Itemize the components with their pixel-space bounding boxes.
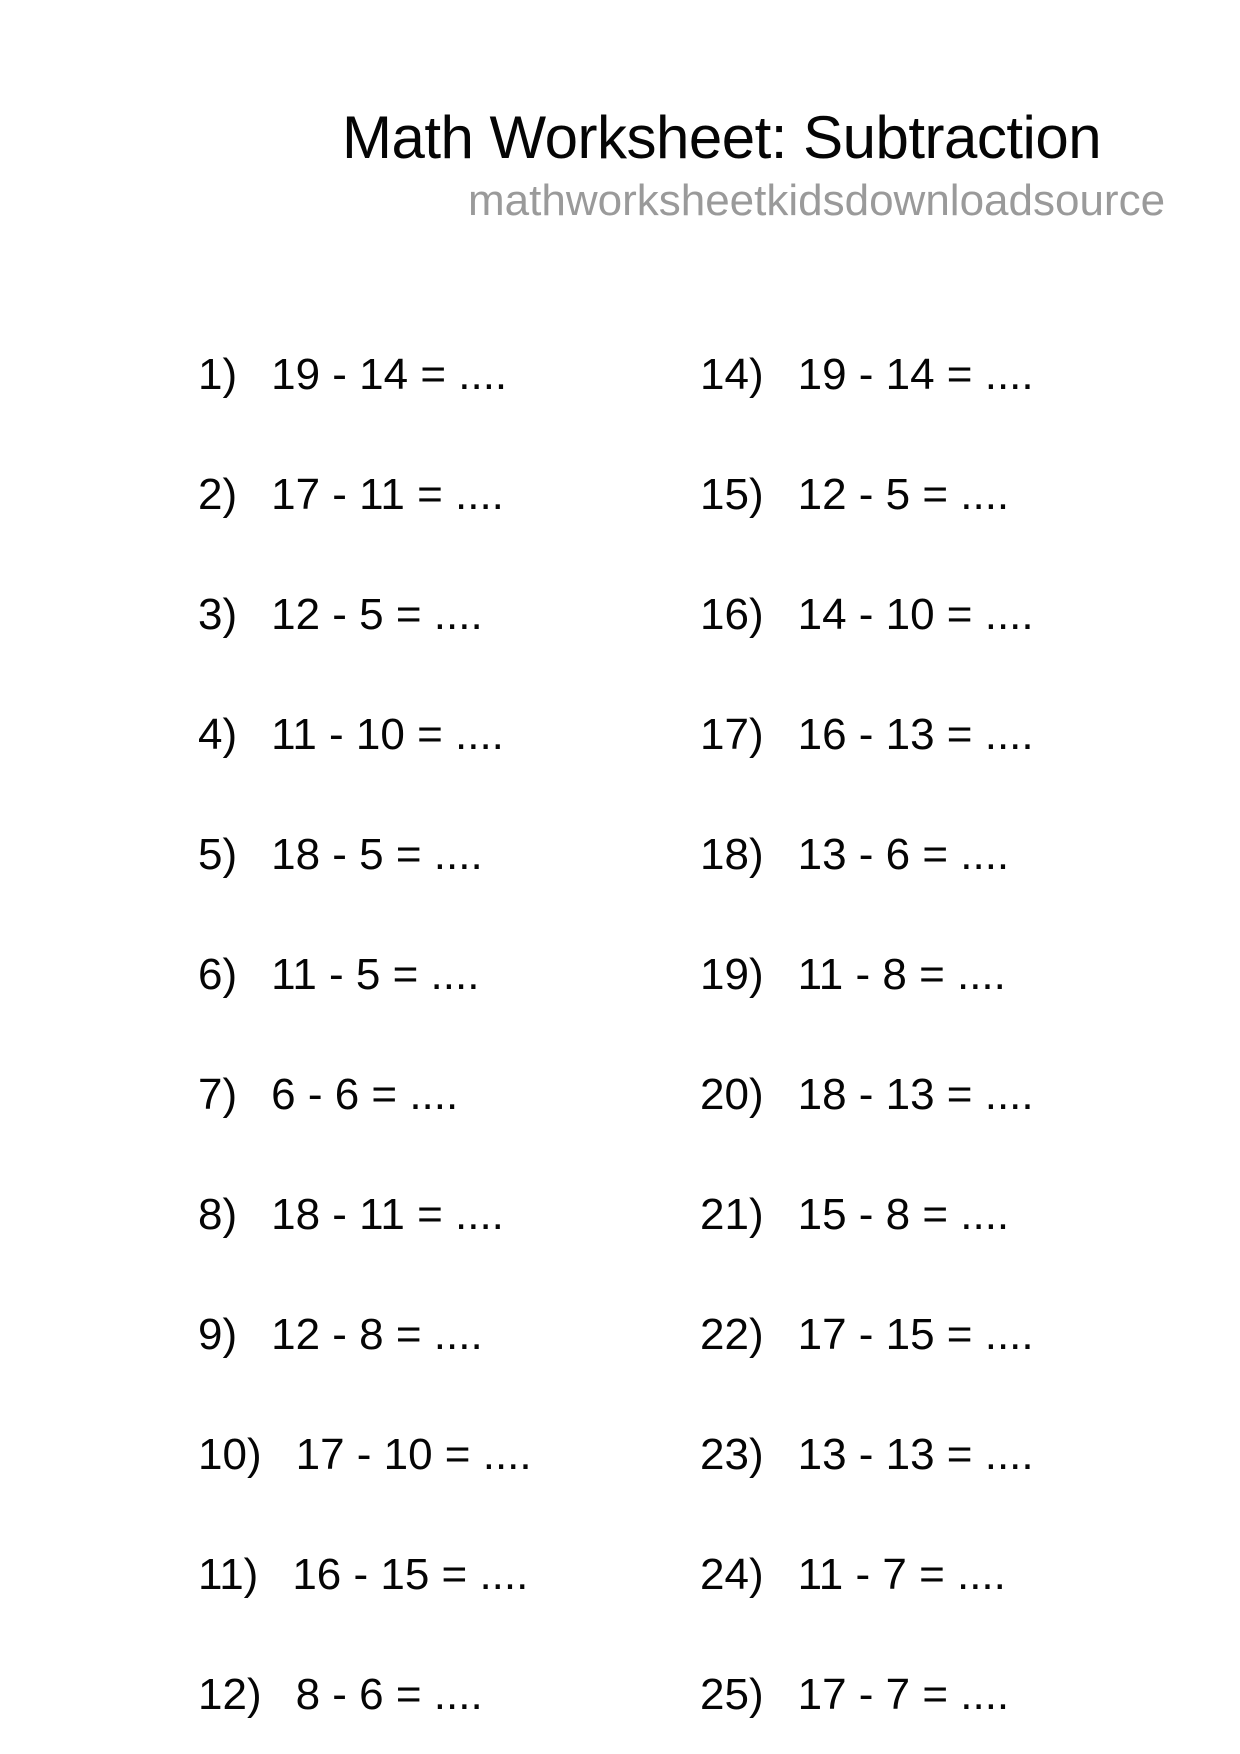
problem-number: 18) bbox=[700, 830, 764, 879]
problem-number: 3) bbox=[198, 590, 238, 639]
problem-equation: 12 - 8 = .... bbox=[271, 1310, 483, 1359]
problem-number: 2) bbox=[198, 470, 238, 519]
problem-equation: 6 - 6 = .... bbox=[271, 1070, 459, 1119]
problem-number: 7) bbox=[198, 1070, 238, 1119]
problem-equation: 13 - 6 = .... bbox=[797, 830, 1010, 879]
problem-equation: 18 - 11 = .... bbox=[271, 1190, 504, 1239]
problem-row bbox=[198, 470, 504, 519]
problem-equation: 18 - 5 = .... bbox=[271, 830, 483, 879]
problem-equation: 16 - 13 = .... bbox=[797, 710, 1034, 759]
problem-row bbox=[700, 830, 1010, 879]
problem-number: 9) bbox=[198, 1310, 238, 1359]
problem-equation: 18 - 13 = .... bbox=[797, 1070, 1034, 1119]
problem-row bbox=[198, 350, 508, 399]
problem-number: 21) bbox=[700, 1190, 764, 1239]
page-title: Math Worksheet: Subtraction bbox=[342, 104, 1102, 171]
problem-number: 24) bbox=[700, 1550, 764, 1599]
problem-equation: 11 - 10 = .... bbox=[271, 710, 504, 759]
problem-equation: 15 - 8 = .... bbox=[797, 1190, 1010, 1239]
problem-equation: 13 - 13 = .... bbox=[797, 1430, 1034, 1479]
problem-equation: 19 - 14 = .... bbox=[271, 350, 508, 399]
page-subtitle: mathworksheetkidsdownloadsource bbox=[468, 176, 1166, 225]
problem-number: 10) bbox=[198, 1430, 262, 1479]
problem-row bbox=[198, 1550, 529, 1599]
problem-row bbox=[700, 1070, 1034, 1119]
problem-row bbox=[198, 1310, 483, 1359]
problem-row bbox=[198, 1670, 483, 1719]
problem-row bbox=[198, 1070, 459, 1119]
problem-equation: 12 - 5 = .... bbox=[797, 470, 1010, 519]
problem-row bbox=[198, 1430, 532, 1479]
problem-number: 8) bbox=[198, 1190, 238, 1239]
problem-number: 4) bbox=[198, 710, 238, 759]
problem-row bbox=[700, 590, 1034, 639]
problem-equation: 19 - 14 = .... bbox=[797, 350, 1034, 399]
problem-equation: 16 - 15 = .... bbox=[292, 1550, 529, 1599]
problem-number: 14) bbox=[700, 350, 764, 399]
problem-row bbox=[700, 1550, 1006, 1599]
problem-number: 19) bbox=[700, 950, 764, 999]
problem-equation: 17 - 7 = .... bbox=[797, 1670, 1010, 1719]
problem-number: 6) bbox=[198, 950, 238, 999]
problem-row bbox=[198, 1190, 504, 1239]
problem-number: 1) bbox=[198, 350, 238, 399]
problem-equation: 11 - 8 = .... bbox=[797, 950, 1006, 999]
problem-equation: 17 - 11 = .... bbox=[271, 470, 504, 519]
problem-row bbox=[700, 950, 1006, 999]
problem-row bbox=[700, 470, 1010, 519]
problem-row bbox=[700, 1430, 1034, 1479]
problem-number: 23) bbox=[700, 1430, 764, 1479]
problem-number: 16) bbox=[700, 590, 764, 639]
problem-number: 20) bbox=[700, 1070, 764, 1119]
problem-row bbox=[198, 830, 483, 879]
problem-row bbox=[198, 590, 483, 639]
problem-row bbox=[700, 1310, 1034, 1359]
problem-row bbox=[198, 710, 504, 759]
problem-equation: 17 - 15 = .... bbox=[797, 1310, 1034, 1359]
problem-number: 12) bbox=[198, 1670, 262, 1719]
problem-number: 22) bbox=[700, 1310, 764, 1359]
problem-equation: 12 - 5 = .... bbox=[271, 590, 483, 639]
problem-number: 15) bbox=[700, 470, 764, 519]
problem-equation: 11 - 7 = .... bbox=[797, 1550, 1006, 1599]
problem-equation: 14 - 10 = .... bbox=[797, 590, 1034, 639]
problem-row bbox=[198, 950, 480, 999]
problem-equation: 8 - 6 = .... bbox=[295, 1670, 483, 1719]
problem-equation: 17 - 10 = .... bbox=[295, 1430, 532, 1479]
problem-row bbox=[700, 1190, 1010, 1239]
problem-row bbox=[700, 1670, 1010, 1719]
problem-equation: 11 - 5 = .... bbox=[271, 950, 480, 999]
problem-number: 25) bbox=[700, 1670, 764, 1719]
problem-number: 5) bbox=[198, 830, 238, 879]
problem-number: 11) bbox=[198, 1550, 259, 1599]
problem-row bbox=[700, 350, 1034, 399]
problem-number: 17) bbox=[700, 710, 764, 759]
problem-row bbox=[700, 710, 1034, 759]
